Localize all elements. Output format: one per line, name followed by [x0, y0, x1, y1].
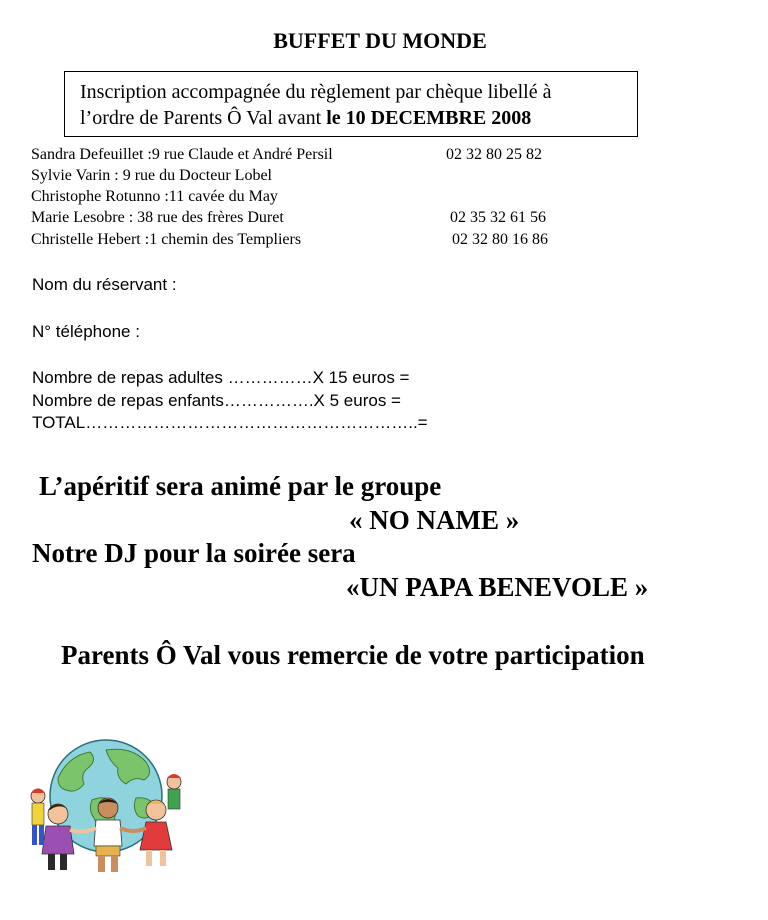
- contact-phone-4: 02 35 32 61 56: [450, 209, 546, 226]
- notice-line-2: [80, 107, 531, 130]
- contact-phone-5: 02 32 80 16 86: [452, 231, 548, 248]
- contact-name-1: Sandra Defeuillet :9 rue Claude et André Persil: [31, 146, 333, 163]
- notice-line-2-text: l’ordre de Parents Ô Val avant: [80, 107, 327, 129]
- reserver-name-label: Nom du réservant :: [32, 275, 177, 294]
- adults-meals-line: Nombre de repas adultes ……………X 15 euros =: [32, 368, 410, 387]
- document-title: BUFFET DU MONDE: [273, 28, 487, 53]
- phone-label: N° téléphone :: [32, 322, 140, 341]
- dj-name: «UN PAPA BENEVOLE »: [346, 572, 649, 602]
- children-around-globe-illustration: [28, 738, 184, 878]
- contact-name-2: Sylvie Varin : 9 rue du Docteur Lobel: [31, 167, 272, 184]
- notice-line-1: Inscription accompagnée du règlement par chèque libellé à: [80, 81, 552, 103]
- children-meals-line: Nombre de repas enfants…………….X 5 euros =: [32, 391, 401, 410]
- contact-name-3: Christophe Rotunno :11 cavée du May: [31, 188, 278, 205]
- contact-name-4: Marie Lesobre : 38 rue des frères Duret: [31, 209, 284, 226]
- notice-deadline: le 10 DECEMBRE 2008: [326, 107, 532, 129]
- child-red-cap: [31, 789, 45, 846]
- contact-phone-1: 02 32 80 25 82: [446, 146, 542, 163]
- band-name: « NO NAME »: [349, 505, 520, 535]
- child-green: [167, 774, 181, 809]
- contact-name-5: Christelle Hebert :1 chemin des Templiers: [31, 231, 302, 248]
- dj-line: Notre DJ pour la soirée sera: [32, 538, 356, 568]
- total-line: TOTAL…………………………………………………..=: [32, 413, 428, 432]
- aperitif-line: L’apéritif sera animé par le groupe: [39, 471, 442, 501]
- thanks-message: Parents Ô Val vous remercie de votre participation: [61, 640, 645, 670]
- child-white-shirt: [94, 798, 122, 872]
